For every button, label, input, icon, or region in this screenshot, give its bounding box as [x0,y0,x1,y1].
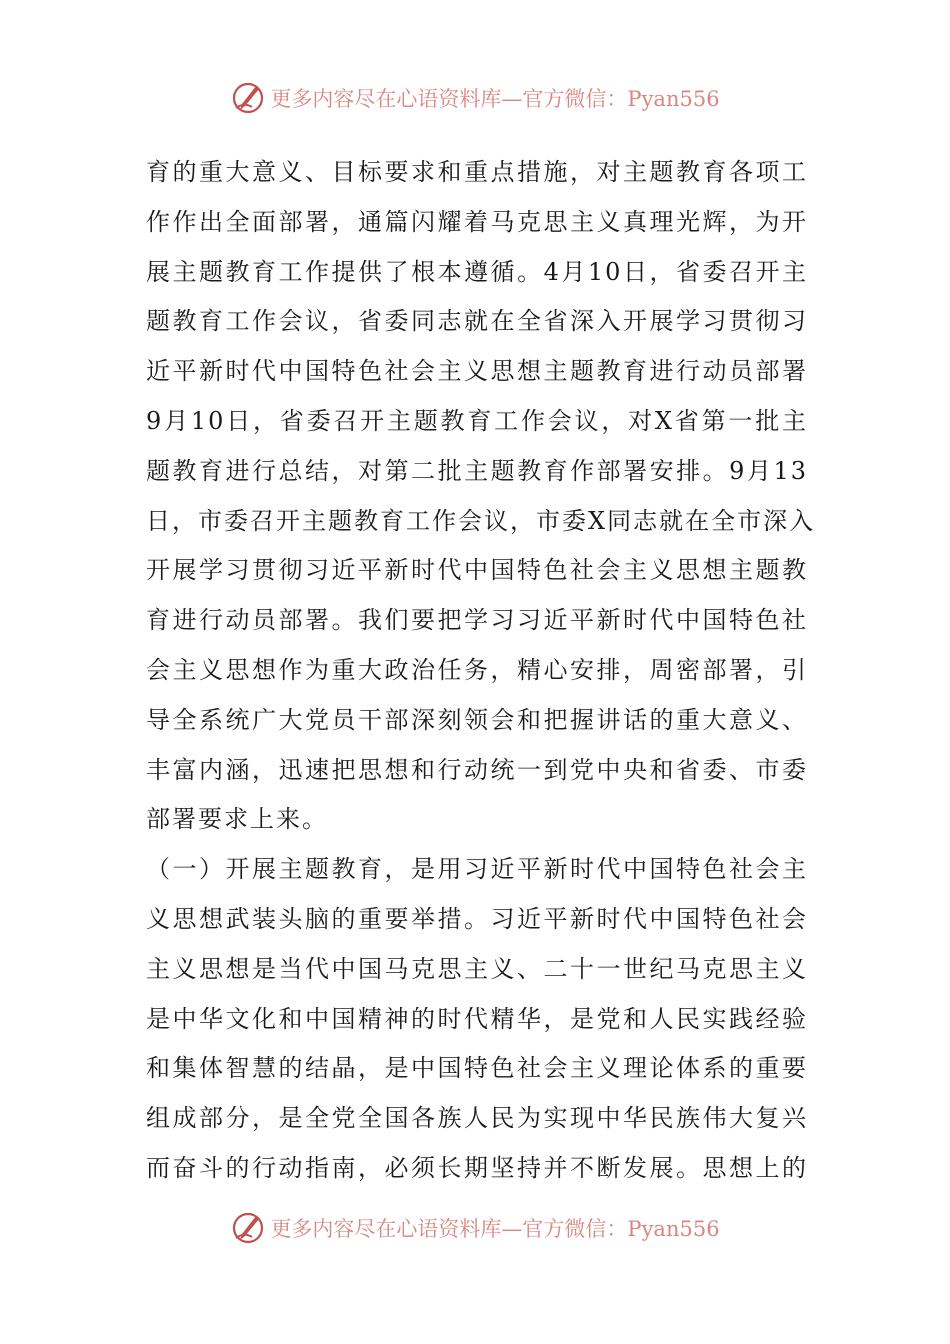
body-line: 题教育工作会议，省委同志就在全省深入开展学习贯彻习 [146,307,808,336]
body-line: 主义思想是当代中国马克思主义、二十一世纪马克思主义 [146,954,808,983]
body-line: 近平新时代中国特色社会主义思想主题教育进行动员部署 [146,357,808,386]
body-line: 组成部分，是全党全国各族人民为实现中华民族伟大复兴 [146,1104,808,1133]
body-line: 日，市委召开主题教育工作会议，市委X同志就在全市深入 [146,506,816,535]
body-line: 和集体智慧的结晶，是中国特色社会主义理论体系的重要 [146,1054,808,1083]
body-line: 导全系统广大党员干部深刻领会和把握讲话的重大意义、 [146,705,808,734]
body-line: 义思想武装头脑的重要举措。习近平新时代中国特色社会 [146,904,808,933]
body-line: 育进行动员部署。我们要把学习习近平新时代中国特色社 [146,606,808,635]
body-line: 开展学习贯彻习近平新时代中国特色社会主义思想主题教 [146,556,808,585]
body-line: 作作出全面部署，通篇闪耀着马克思主义真理光辉，为开 [146,207,808,236]
body-line: 展主题教育工作提供了根本遵循。4月10日，省委召开主 [146,257,808,286]
quill-pen-logo-icon [230,1210,266,1246]
body-line: 育的重大意义、目标要求和重点措施，对主题教育各项工 [146,158,808,186]
body-line: （一）开展主题教育，是用习近平新时代中国特色社会主 [146,855,808,884]
body-line: 会主义思想作为重大政治任务，精心安排，周密部署，引 [146,655,808,684]
document-body [146,148,816,1194]
body-line: 题教育进行总结，对第二批主题教育作部署安排。9月13 [146,456,808,485]
body-line: 丰富内涵，迅速把思想和行动统一到党中央和省委、市委 [146,755,808,784]
body-line: 9月10日，省委召开主题教育工作会议，对X省第一批主 [146,406,808,435]
footer-watermark [0,1210,950,1246]
watermark-text: 更多内容尽在心语资料库—官方微信：Pyan556 [270,1217,720,1241]
header-watermark [0,80,950,116]
watermark-text: 更多内容尽在心语资料库—官方微信：Pyan556 [270,87,720,111]
quill-pen-logo-icon [230,80,266,116]
body-line: 部署要求上来。 [146,805,328,834]
body-line: 是中华文化和中国精神的时代精华，是党和人民实践经验 [146,1004,808,1033]
body-line: 而奋斗的行动指南，必须长期坚持并不断发展。思想上的 [146,1153,808,1182]
